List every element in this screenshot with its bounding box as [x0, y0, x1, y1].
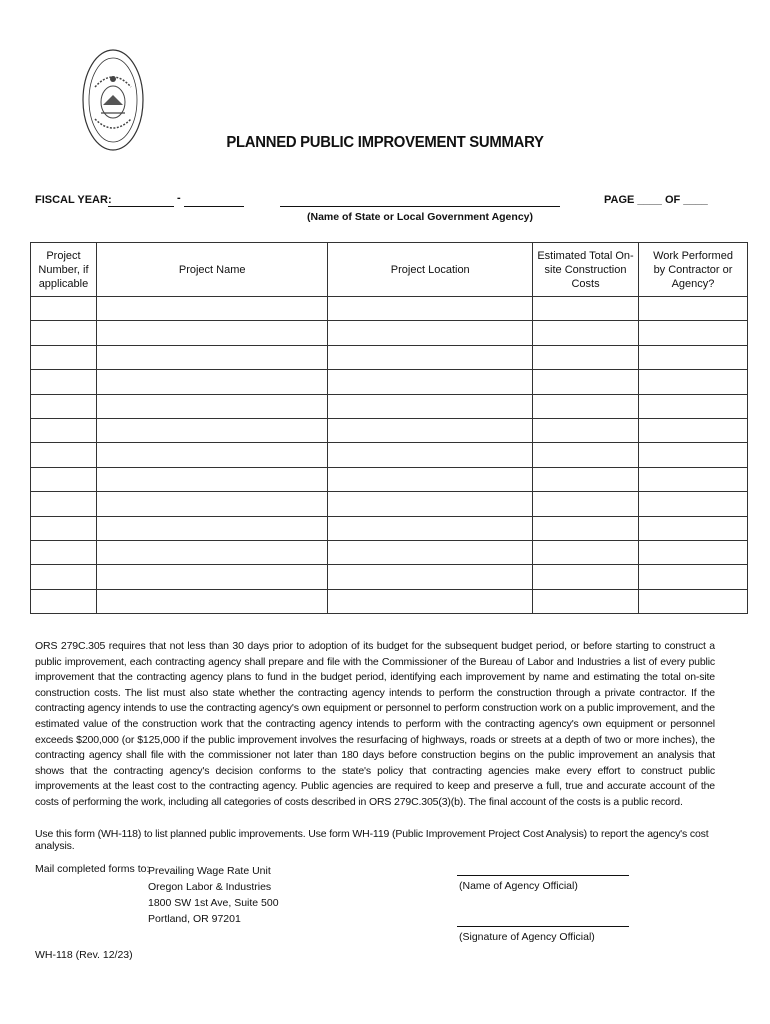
table-cell[interactable]	[639, 370, 748, 394]
table-cell[interactable]	[31, 370, 97, 394]
table-cell[interactable]	[328, 321, 533, 345]
table-cell[interactable]	[31, 418, 97, 442]
address-line: 1800 SW 1st Ave, Suite 500	[148, 897, 279, 909]
ors-requirement-paragraph: ORS 279C.305 requires that not less than 30 days prior to adoption of its budget for the subsequent budget period, or before starting to construct a public improvement, each contracting agency shall prepare and file with the Commissioner of the Bureau of Labor and Industries a list of every public improvement that the contracting agency plans to fund in the budget period, identifying each improvement by name and estimating the total on-site construction costs. The list must also state whether the contracting agency intends to perform the construction through a private contractor. If the contracting agency intends to use the contracting agency's own equipment or personnel to perform construction work on a public improvement, and the estimated value of the construction work that the contracting agency intends to perform with the contracting agency's own equipment or personnel exceeds $200,000 (or $125,000 if the public improvement involves the resurfacing of highways, roads or streets at a depth of two or more inches), the contracting agency shall file with the commissioner not later than 180 days before construction begins on the public improvement an analysis that shows that the contracting agency's decision conforms to the state's policy that contracting agencies make every effort to construct public improvements at the least cost to the contracting agency. Public agencies are required to keep and preserve a full, true and accurate account of the costs of performing the work, including all categories of costs described in ORS 279C.305(3)(b). The final account of the costs is a public record.	[35, 640, 715, 808]
table-cell[interactable]	[533, 418, 639, 442]
official-name-caption: (Name of Agency Official)	[459, 880, 578, 892]
address-line: Oregon Labor & Industries	[148, 881, 272, 893]
page-number-label: PAGE ____ OF ____	[604, 194, 708, 206]
header-work-performed: Work Performed by Contractor or Agency?	[639, 243, 748, 297]
table-row	[31, 321, 748, 345]
table-cell[interactable]	[533, 565, 639, 589]
table-cell[interactable]	[328, 394, 533, 418]
project-table	[30, 242, 748, 614]
table-cell[interactable]	[533, 589, 639, 613]
table-cell[interactable]	[328, 345, 533, 369]
header-project-location: Project Location	[328, 243, 533, 297]
agency-name-field[interactable]	[280, 206, 560, 207]
table-cell[interactable]	[639, 516, 748, 540]
table-row	[31, 516, 748, 540]
mailing-address	[148, 863, 279, 927]
table-cell[interactable]	[328, 540, 533, 564]
table-cell[interactable]	[328, 418, 533, 442]
official-signature-field[interactable]	[457, 926, 629, 927]
table-cell[interactable]	[96, 589, 328, 613]
table-cell[interactable]	[31, 516, 97, 540]
table-cell[interactable]	[96, 492, 328, 516]
header-estimated-costs: Estimated Total On-site Construction Costs	[533, 243, 639, 297]
table-cell[interactable]	[639, 394, 748, 418]
table-cell[interactable]	[328, 565, 533, 589]
table-cell[interactable]	[31, 467, 97, 491]
table-row	[31, 345, 748, 369]
table-cell[interactable]	[639, 321, 748, 345]
fiscal-year-separator: -	[177, 192, 181, 204]
table-row	[31, 297, 748, 321]
table-cell[interactable]	[96, 516, 328, 540]
table-cell[interactable]	[31, 443, 97, 467]
official-name-field[interactable]	[457, 875, 629, 876]
table-row	[31, 394, 748, 418]
form-revision-label: WH-118 (Rev. 12/23)	[35, 949, 133, 961]
table-row	[31, 565, 748, 589]
table-cell[interactable]	[533, 370, 639, 394]
table-cell[interactable]	[96, 370, 328, 394]
table-cell[interactable]	[533, 443, 639, 467]
table-cell[interactable]	[96, 540, 328, 564]
table-cell[interactable]	[328, 297, 533, 321]
header-project-name: Project Name	[96, 243, 328, 297]
table-cell[interactable]	[639, 297, 748, 321]
fiscal-year-label: FISCAL YEAR:	[35, 194, 112, 206]
table-cell[interactable]	[31, 394, 97, 418]
table-cell[interactable]	[328, 589, 533, 613]
table-cell[interactable]	[96, 297, 328, 321]
table-cell[interactable]	[96, 394, 328, 418]
address-line: Portland, OR 97201	[148, 913, 241, 925]
official-signature-caption: (Signature of Agency Official)	[459, 931, 595, 943]
table-cell[interactable]	[533, 516, 639, 540]
table-cell[interactable]	[328, 492, 533, 516]
page-title: PLANNED PUBLIC IMPROVEMENT SUMMARY	[226, 134, 544, 151]
table-cell[interactable]	[96, 321, 328, 345]
table-cell[interactable]	[96, 418, 328, 442]
table-row	[31, 418, 748, 442]
header-project-number: Project Number, if applicable	[31, 243, 97, 297]
table-cell[interactable]	[96, 345, 328, 369]
table-cell[interactable]	[533, 321, 639, 345]
table-row	[31, 370, 748, 394]
agency-name-caption: (Name of State or Local Government Agency)	[307, 211, 533, 223]
table-cell[interactable]	[31, 565, 97, 589]
table-cell[interactable]	[533, 492, 639, 516]
table-cell[interactable]	[639, 443, 748, 467]
fiscal-year-start-field[interactable]	[108, 206, 174, 207]
table-cell[interactable]	[328, 370, 533, 394]
table-cell[interactable]	[31, 540, 97, 564]
table-cell[interactable]	[96, 467, 328, 491]
table-cell[interactable]	[31, 492, 97, 516]
table-cell[interactable]	[328, 467, 533, 491]
table-row	[31, 589, 748, 613]
table-row	[31, 467, 748, 491]
table-row	[31, 492, 748, 516]
table-cell[interactable]	[639, 345, 748, 369]
fiscal-year-end-field[interactable]	[184, 206, 244, 207]
table-cell[interactable]	[31, 297, 97, 321]
table-cell[interactable]	[533, 297, 639, 321]
table-cell[interactable]	[639, 492, 748, 516]
table-cell[interactable]	[533, 345, 639, 369]
table-row	[31, 540, 748, 564]
table-cell[interactable]	[31, 589, 97, 613]
table-cell[interactable]	[639, 418, 748, 442]
table-cell[interactable]	[96, 443, 328, 467]
table-row	[31, 443, 748, 467]
table-cell[interactable]	[31, 321, 97, 345]
table-cell[interactable]	[639, 589, 748, 613]
table-cell[interactable]	[328, 516, 533, 540]
mail-to-label: Mail completed forms to:	[35, 863, 150, 875]
table-cell[interactable]	[639, 467, 748, 491]
table-header-row	[31, 243, 748, 297]
table-cell[interactable]	[533, 467, 639, 491]
use-instruction-text: Use this form (WH-118) to list planned public improvements. Use form WH-119 (Public Improvement Project Cost Analysis) to report the agency's cost analysis.	[35, 828, 709, 852]
table-cell[interactable]	[96, 565, 328, 589]
table-cell[interactable]	[31, 345, 97, 369]
table-cell[interactable]	[328, 443, 533, 467]
table-cell[interactable]	[639, 540, 748, 564]
table-cell[interactable]	[533, 394, 639, 418]
table-cell[interactable]	[533, 540, 639, 564]
table-cell[interactable]	[639, 565, 748, 589]
address-line: Prevailing Wage Rate Unit	[148, 865, 271, 877]
